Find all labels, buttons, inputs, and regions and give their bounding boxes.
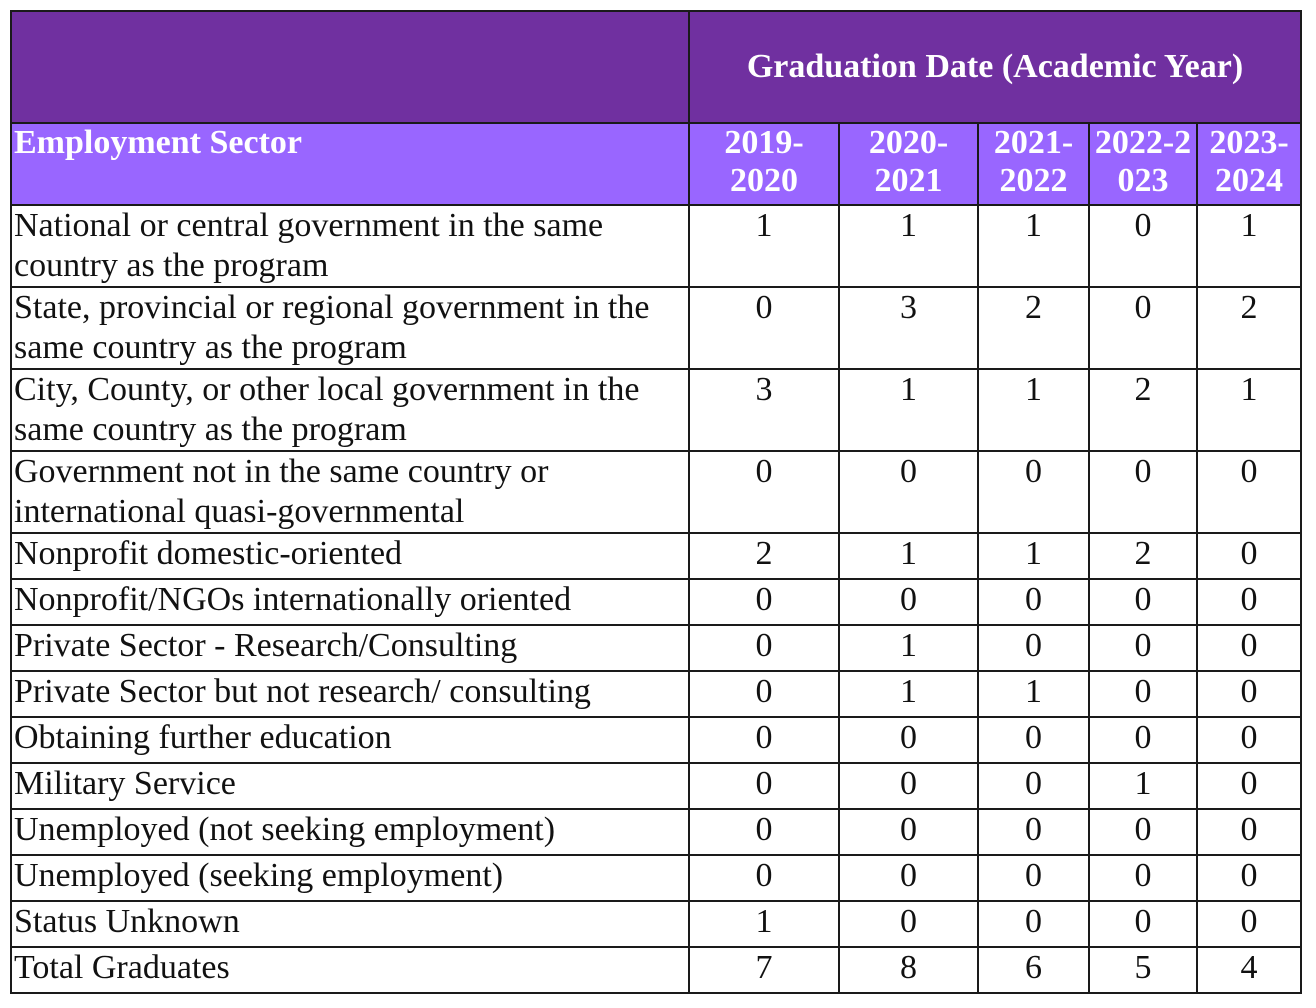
graduate-count-cell: 0 — [1089, 205, 1197, 287]
graduate-count-cell: 1 — [839, 671, 978, 717]
graduate-count-cell: 1 — [978, 369, 1089, 451]
graduate-count-cell: 0 — [1089, 717, 1197, 763]
graduate-count-cell: 0 — [839, 809, 978, 855]
graduate-count-cell: 1 — [978, 671, 1089, 717]
graduate-count-cell: 1 — [1197, 205, 1301, 287]
graduate-count-cell: 3 — [689, 369, 839, 451]
graduate-count-cell: 0 — [978, 901, 1089, 947]
sector-label-cell: State, provincial or regional government in the same country as the program — [11, 287, 689, 369]
graduate-count-cell: 8 — [839, 947, 978, 993]
graduate-count-cell: 0 — [1197, 451, 1301, 533]
table-row — [11, 369, 1301, 451]
sector-label-cell: Nonprofit domestic-oriented — [11, 533, 689, 579]
employment-sector-header: Employment Sector — [11, 123, 689, 205]
graduate-count-cell: 1 — [978, 533, 1089, 579]
table-row — [11, 809, 1301, 855]
graduate-count-cell: 0 — [1089, 451, 1197, 533]
sector-label-cell: Obtaining further education — [11, 717, 689, 763]
graduate-count-cell: 0 — [978, 625, 1089, 671]
graduate-count-cell: 0 — [1197, 809, 1301, 855]
graduate-count-cell: 4 — [1197, 947, 1301, 993]
table-row — [11, 625, 1301, 671]
graduate-count-cell: 0 — [689, 579, 839, 625]
graduate-count-cell: 5 — [1089, 947, 1197, 993]
table-row — [11, 579, 1301, 625]
column-header-row — [11, 123, 1301, 205]
graduate-count-cell: 1 — [839, 369, 978, 451]
graduate-count-cell: 0 — [1197, 533, 1301, 579]
graduate-count-cell: 0 — [1089, 287, 1197, 369]
graduate-count-cell: 1 — [689, 901, 839, 947]
sector-label-cell: Private Sector - Research/Consulting — [11, 625, 689, 671]
graduate-count-cell: 0 — [839, 717, 978, 763]
employment-sector-table — [10, 10, 1302, 994]
graduate-count-cell: 1 — [839, 625, 978, 671]
table-row — [11, 205, 1301, 287]
graduate-count-cell: 2 — [978, 287, 1089, 369]
sector-label-cell: Unemployed (seeking employment) — [11, 855, 689, 901]
table-row — [11, 533, 1301, 579]
graduate-count-cell: 0 — [978, 717, 1089, 763]
graduate-count-cell: 0 — [1089, 625, 1197, 671]
graduate-count-cell: 0 — [689, 625, 839, 671]
year-header: 2020- 2021 — [839, 123, 978, 205]
year-header: 2019- 2020 — [689, 123, 839, 205]
graduate-count-cell: 2 — [1089, 369, 1197, 451]
graduate-count-cell: 0 — [839, 901, 978, 947]
year-header: 2021- 2022 — [978, 123, 1089, 205]
table-row — [11, 855, 1301, 901]
table-row — [11, 947, 1301, 993]
sector-label-cell: Total Graduates — [11, 947, 689, 993]
graduate-count-cell: 0 — [978, 809, 1089, 855]
empty-corner-cell — [11, 11, 689, 123]
graduate-count-cell: 1 — [689, 205, 839, 287]
graduate-count-cell: 3 — [839, 287, 978, 369]
graduate-count-cell: 6 — [978, 947, 1089, 993]
graduation-date-header: Graduation Date (Academic Year) — [689, 11, 1301, 123]
sector-label-cell: Government not in the same country or international quasi-governmental — [11, 451, 689, 533]
graduate-count-cell: 0 — [689, 855, 839, 901]
graduate-count-cell: 0 — [1089, 671, 1197, 717]
graduate-count-cell: 0 — [1089, 809, 1197, 855]
graduate-count-cell: 0 — [839, 763, 978, 809]
graduate-count-cell: 0 — [689, 809, 839, 855]
year-header: 2023- 2024 — [1197, 123, 1301, 205]
sector-label-cell: National or central government in the same country as the program — [11, 205, 689, 287]
graduate-count-cell: 0 — [1197, 625, 1301, 671]
graduate-count-cell: 0 — [1197, 901, 1301, 947]
table-row — [11, 763, 1301, 809]
sector-label-cell: Private Sector but not research/ consulting — [11, 671, 689, 717]
sector-label-cell: City, County, or other local government in the same country as the program — [11, 369, 689, 451]
graduate-count-cell: 0 — [689, 717, 839, 763]
graduate-count-cell: 0 — [839, 855, 978, 901]
graduate-count-cell: 0 — [1197, 671, 1301, 717]
graduate-count-cell: 1 — [839, 533, 978, 579]
graduate-count-cell: 1 — [1197, 369, 1301, 451]
graduate-count-cell: 2 — [1197, 287, 1301, 369]
sector-label-cell: Unemployed (not seeking employment) — [11, 809, 689, 855]
graduate-count-cell: 0 — [689, 287, 839, 369]
graduate-count-cell: 1 — [1089, 763, 1197, 809]
group-header-row — [11, 11, 1301, 123]
graduate-count-cell: 0 — [978, 579, 1089, 625]
graduate-count-cell: 0 — [689, 763, 839, 809]
sector-label-cell: Status Unknown — [11, 901, 689, 947]
graduate-count-cell: 0 — [689, 671, 839, 717]
graduate-count-cell: 0 — [839, 579, 978, 625]
graduate-count-cell: 1 — [978, 205, 1089, 287]
graduate-count-cell: 0 — [1197, 855, 1301, 901]
year-header: 2022-2 023 — [1089, 123, 1197, 205]
graduate-count-cell: 1 — [839, 205, 978, 287]
graduate-count-cell: 0 — [1197, 763, 1301, 809]
sector-label-cell: Nonprofit/NGOs internationally oriented — [11, 579, 689, 625]
table-row — [11, 287, 1301, 369]
sector-label-cell: Military Service — [11, 763, 689, 809]
graduate-count-cell: 0 — [978, 763, 1089, 809]
graduate-count-cell: 0 — [1197, 717, 1301, 763]
graduate-count-cell: 0 — [978, 451, 1089, 533]
table-row — [11, 451, 1301, 533]
graduate-count-cell: 2 — [1089, 533, 1197, 579]
graduate-count-cell: 0 — [1089, 901, 1197, 947]
table-row — [11, 671, 1301, 717]
graduate-count-cell: 0 — [1089, 579, 1197, 625]
graduate-count-cell: 0 — [839, 451, 978, 533]
graduate-count-cell: 0 — [689, 451, 839, 533]
table-row — [11, 901, 1301, 947]
table-row — [11, 717, 1301, 763]
graduate-count-cell: 0 — [1089, 855, 1197, 901]
graduate-count-cell: 0 — [978, 855, 1089, 901]
graduate-count-cell: 7 — [689, 947, 839, 993]
graduate-count-cell: 0 — [1197, 579, 1301, 625]
table-body — [11, 205, 1301, 993]
graduate-count-cell: 2 — [689, 533, 839, 579]
